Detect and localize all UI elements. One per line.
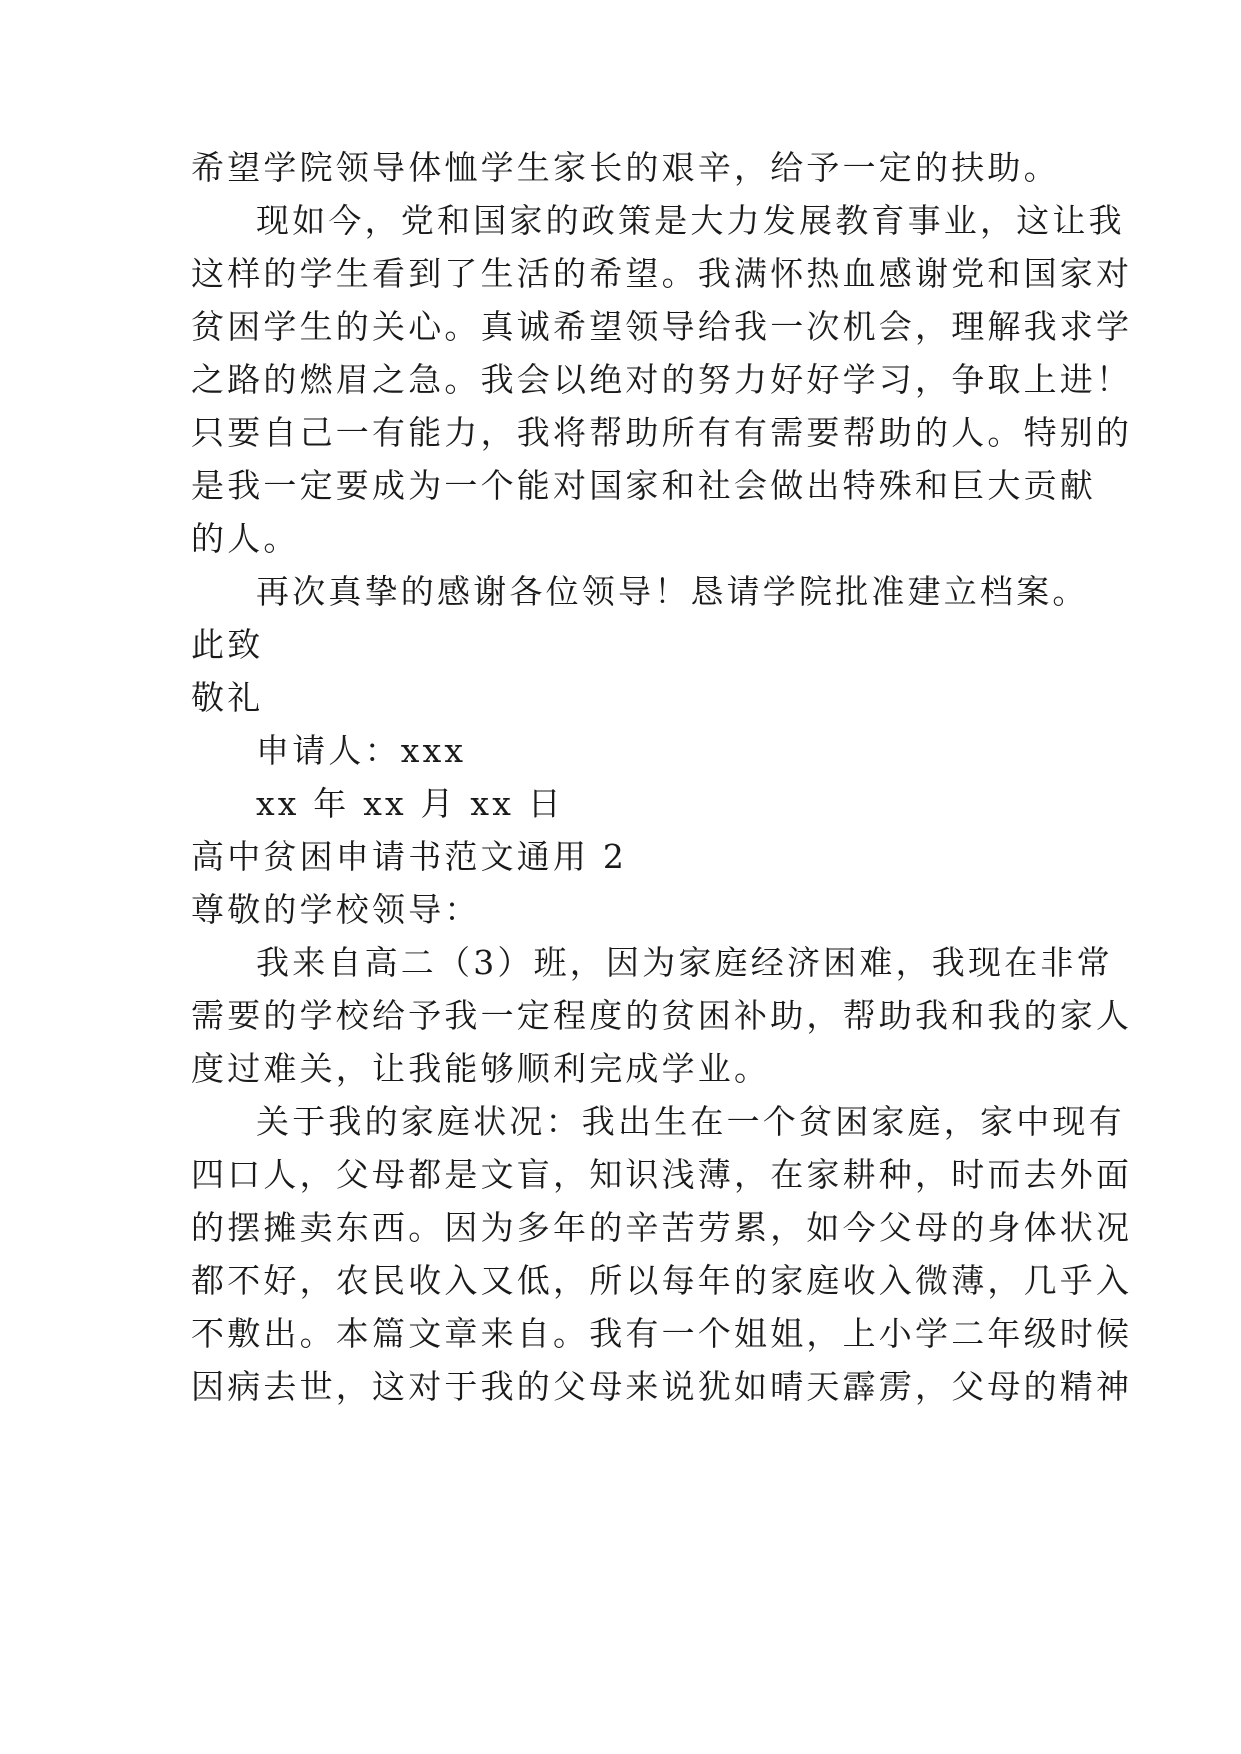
text-line: 贫困学生的关心。真诚希望领导给我一次机会，理解我求学 [191,307,1133,346]
section-title: 高中贫困申请书范文通用 2 [191,837,628,876]
text-line: 需要的学校给予我一定程度的贫困补助，帮助我和我的家人 [191,996,1133,1035]
text-line: 都不好，农民收入又低，所以每年的家庭收入微薄，几乎入 [191,1261,1133,1300]
text-line: 的人。 [191,519,300,558]
text-line: 现如今，党和国家的政策是大力发展教育事业，这让我 [256,201,1125,240]
text-line: 我来自高二（3）班，因为家庭经济困难，我现在非常 [256,943,1113,982]
text-line: 度过难关，让我能够顺利完成学业。 [191,1049,771,1088]
closing-regards: 敬礼 [191,678,264,717]
text-line: 四口人，父母都是文盲，知识浅薄，在家耕种，时而去外面 [191,1155,1133,1194]
text-line: 的摆摊卖东西。因为多年的辛苦劳累，如今父母的身体状况 [191,1208,1133,1247]
text-line: 希望学院领导体恤学生家长的艰辛，给予一定的扶助。 [191,148,1060,187]
text-line: 只要自己一有能力，我将帮助所有有需要帮助的人。特别的 [191,413,1133,452]
signature-applicant: 申请人：xxx [256,731,467,770]
text-line: 不敷出。本篇文章来自。我有一个姐姐，上小学二年级时候 [191,1314,1133,1353]
text-line: 关于我的家庭状况：我出生在一个贫困家庭，家中现有 [256,1102,1125,1141]
signature-date: xx 年 xx 月 xx 日 [256,784,564,823]
text-line: 是我一定要成为一个能对国家和社会做出特殊和巨大贡献 [191,466,1096,505]
text-line: 再次真挚的感谢各位领导！恳请学院批准建立档案。 [256,572,1089,611]
text-line: 因病去世，这对于我的父母来说犹如晴天霹雳，父母的精神 [191,1367,1133,1406]
closing-salutation: 此致 [191,625,264,664]
text-line: 这样的学生看到了生活的希望。我满怀热血感谢党和国家对 [191,254,1133,293]
salutation: 尊敬的学校领导： [191,890,481,929]
text-line: 之路的燃眉之急。我会以绝对的努力好好学习，争取上进！ [191,360,1133,399]
